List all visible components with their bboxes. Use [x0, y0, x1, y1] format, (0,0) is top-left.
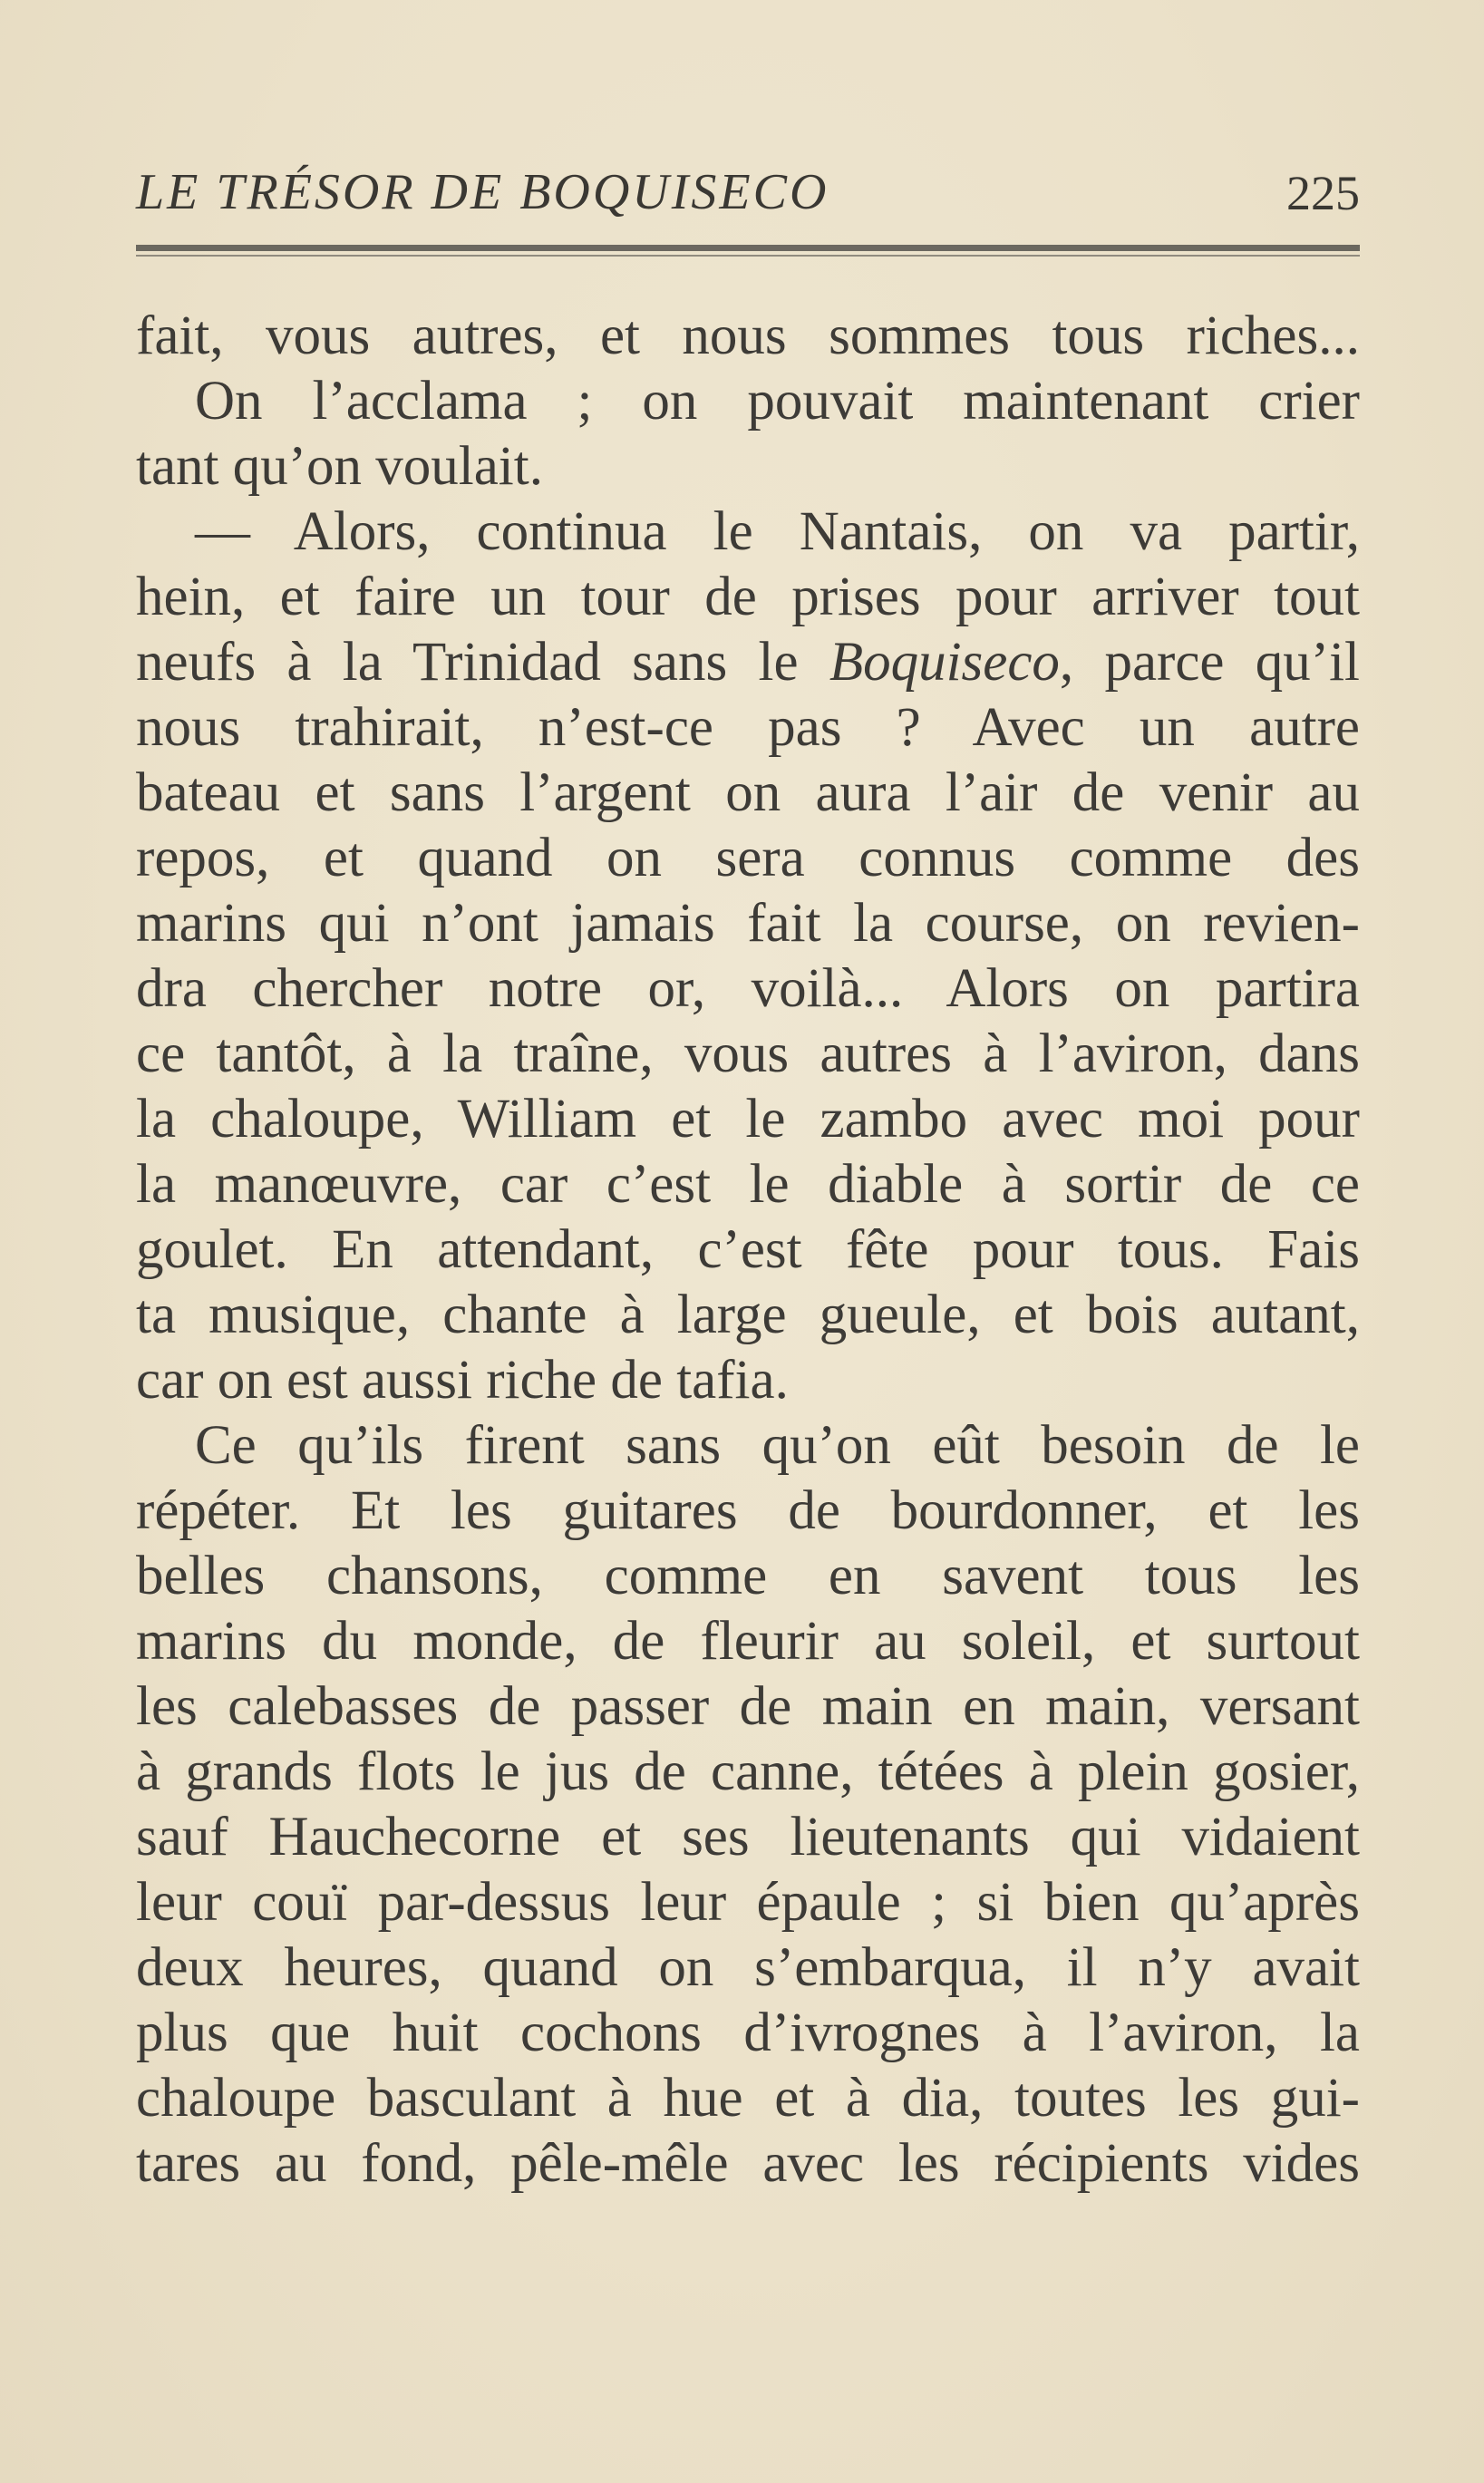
text-line: ta musique, chante à large gueule, et bois autant,	[136, 1285, 1360, 1345]
text-line: la chaloupe, William et le zambo avec moi pour	[136, 1089, 1360, 1149]
text-line: On l’acclama ; on pouvait maintenant crier	[195, 371, 1360, 432]
text-line: marins du monde, de fleurir au soleil, et surtout	[136, 1611, 1360, 1672]
body-text	[136, 304, 1360, 2197]
text-line: fait, vous autres, et nous sommes tous riches...	[136, 306, 1360, 366]
text-line: plus que huit cochons d’ivrognes à l’aviron, la	[136, 2003, 1360, 2063]
text-line: marins qui n’ont jamais fait la course, on revien-	[136, 893, 1360, 954]
text-segment: neufs à la Trinidad sans le	[136, 632, 829, 693]
text-line: chaloupe basculant à hue et à dia, toutes les gui-	[136, 2068, 1360, 2129]
text-line: tant qu’on voulait.	[136, 436, 543, 497]
text-line: — Alors, continua le Nantais, on va partir,	[195, 501, 1360, 562]
header-rule	[136, 245, 1360, 251]
page-header	[136, 163, 1360, 236]
text-line: belles chansons, comme en savent tous les	[136, 1546, 1360, 1606]
text-segment: , parce qu’il	[1059, 632, 1360, 693]
text-line: hein, et faire un tour de prises pour arriver tout	[136, 567, 1360, 627]
text-line: leur couï par-dessus leur épaule ; si bien qu’après	[136, 1872, 1360, 1933]
text-line: tares au fond, pêle-mêle avec les récipients vides	[136, 2133, 1360, 2194]
text-line: Ce qu’ils firent sans qu’on eût besoin de le	[195, 1415, 1360, 1476]
text-line-with-italic	[136, 630, 1360, 695]
text-line: bateau et sans l’argent on aura l’air de venir au	[136, 762, 1360, 823]
header-rule-thin	[136, 255, 1360, 257]
text-line: repos, et quand on sera connus comme des	[136, 828, 1360, 888]
text-line: ce tantôt, à la traîne, vous autres à l’aviron, dans	[136, 1023, 1360, 1084]
text-line: deux heures, quand on s’embarqua, il n’y avait	[136, 1937, 1360, 1998]
text-line: dra chercher notre or, voilà... Alors on partira	[136, 958, 1360, 1019]
page-number: 225	[1286, 166, 1360, 220]
text-line: les calebasses de passer de main en main, versant	[136, 1676, 1360, 1737]
running-title: LE TRÉSOR DE BOQUISECO	[136, 164, 829, 220]
text-line: répéter. Et les guitares de bourdonner, et les	[136, 1480, 1360, 1541]
text-line: goulet. En attendant, c’est fête pour tous. Fais	[136, 1219, 1360, 1280]
ship-name-italic: Boquiseco	[829, 632, 1060, 693]
text-line: nous trahirait, n’est-ce pas ? Avec un autre	[136, 697, 1360, 758]
text-line: sauf Hauchecorne et ses lieutenants qui vidaient	[136, 1807, 1360, 1867]
text-line: car on est aussi riche de tafia.	[136, 1350, 789, 1411]
text-line: à grands flots le jus de canne, tétées à plein gosier,	[136, 1741, 1360, 1802]
text-line: la manœuvre, car c’est le diable à sortir de ce	[136, 1154, 1360, 1215]
